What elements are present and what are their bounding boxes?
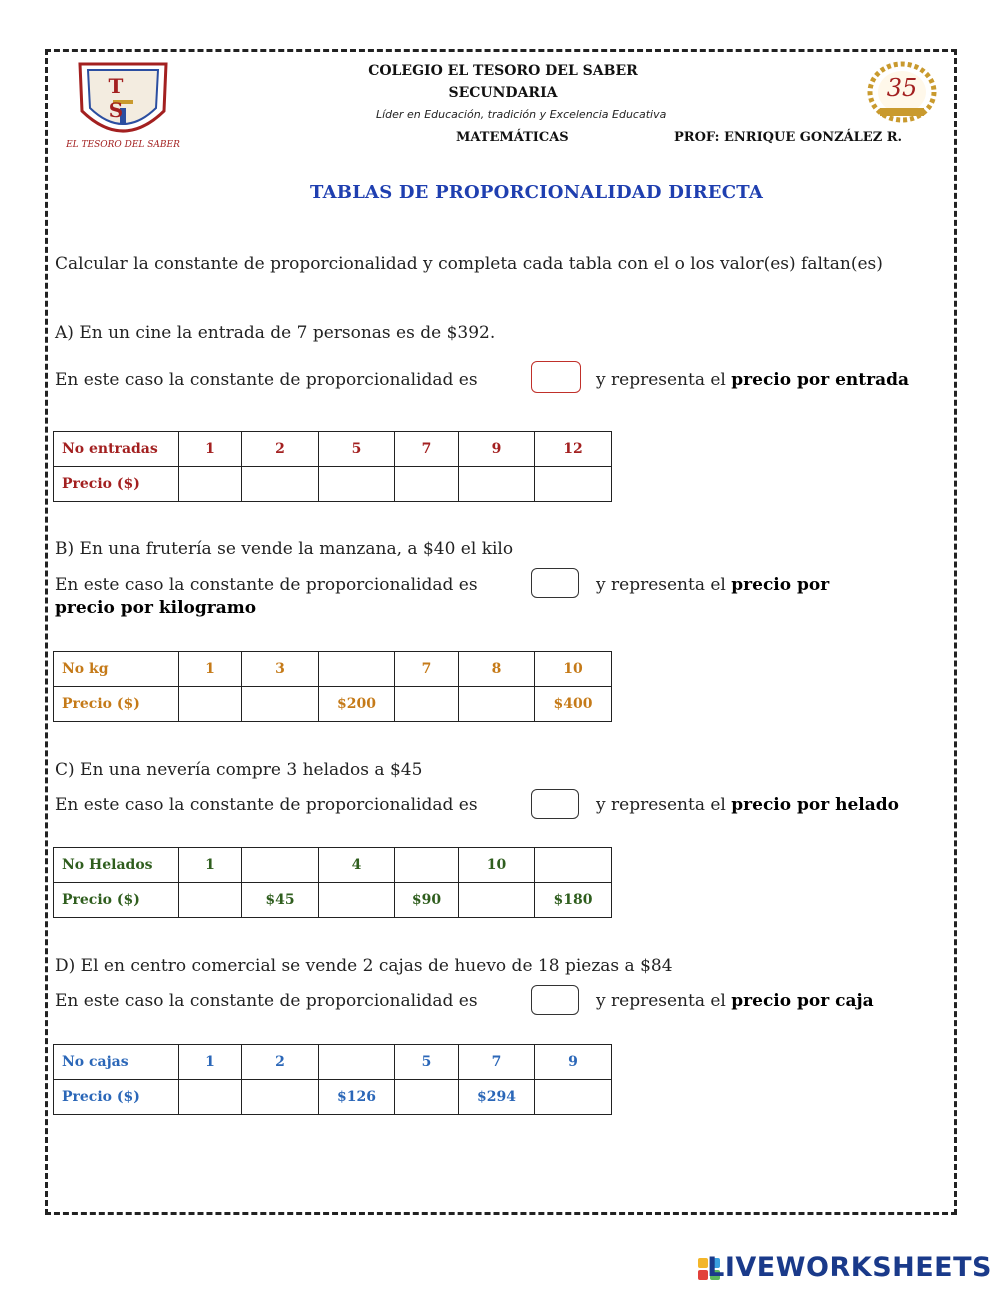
problem-d-constant-input[interactable] bbox=[531, 985, 579, 1015]
answer-cell[interactable] bbox=[179, 687, 242, 722]
problem-c-represents: y representa el precio por helado bbox=[596, 795, 899, 815]
table-cell: $45 bbox=[242, 883, 319, 918]
problem-b-represents-prefix: y representa el precio por bbox=[596, 575, 830, 595]
problem-d-represents: y representa el precio por caja bbox=[596, 991, 874, 1011]
table-cell: No kg bbox=[54, 652, 179, 687]
table-row bbox=[54, 1045, 612, 1080]
problem-b-represents: precio por kilogramo bbox=[55, 598, 257, 618]
table-row bbox=[54, 883, 612, 918]
table-cell: Precio ($) bbox=[54, 1080, 179, 1115]
answer-cell[interactable] bbox=[535, 848, 612, 883]
answer-cell[interactable] bbox=[242, 848, 319, 883]
table-cell: 7 bbox=[459, 1045, 535, 1080]
table-row bbox=[54, 687, 612, 722]
table-row bbox=[54, 432, 612, 467]
table-cell: $180 bbox=[535, 883, 612, 918]
answer-cell[interactable] bbox=[459, 467, 535, 502]
answer-cell[interactable] bbox=[459, 883, 535, 918]
table-cell: 10 bbox=[535, 652, 612, 687]
answer-cell[interactable] bbox=[319, 1045, 395, 1080]
page-border bbox=[45, 49, 957, 1215]
logo-ring-text: EL TESORO DEL SABER bbox=[66, 140, 180, 150]
problem-c-constant-input[interactable] bbox=[531, 789, 579, 819]
problem-a-constant-input[interactable] bbox=[531, 361, 581, 393]
answer-cell[interactable] bbox=[242, 687, 319, 722]
table-cell: 5 bbox=[395, 1045, 459, 1080]
table-cell: 9 bbox=[459, 432, 535, 467]
table-row bbox=[54, 1080, 612, 1115]
table-cell: No cajas bbox=[54, 1045, 179, 1080]
answer-cell[interactable] bbox=[459, 687, 535, 722]
logo-initials: T S bbox=[108, 74, 138, 122]
answer-cell[interactable] bbox=[319, 883, 395, 918]
answer-cell[interactable] bbox=[179, 467, 242, 502]
table-cell: $200 bbox=[319, 687, 395, 722]
problem-a-constant-prefix: En este caso la constante de proporcionalidad es bbox=[55, 370, 478, 390]
table-cell: 2 bbox=[242, 1045, 319, 1080]
table-cell: No entradas bbox=[54, 432, 179, 467]
problem-c-constant-prefix: En este caso la constante de proporcionalidad es bbox=[55, 795, 478, 815]
answer-cell[interactable] bbox=[395, 1080, 459, 1115]
problem-d-constant-prefix: En este caso la constante de proporcionalidad es bbox=[55, 991, 478, 1011]
table-row bbox=[54, 467, 612, 502]
problem-d-statement: D) El en centro comercial se vende 2 cajas de huevo de 18 piezas a $84 bbox=[55, 956, 673, 976]
table-cell: 1 bbox=[179, 432, 242, 467]
table-cell: $294 bbox=[459, 1080, 535, 1115]
problem-b-constant-prefix: En este caso la constante de proporcionalidad es bbox=[55, 575, 478, 595]
table-cell: 1 bbox=[179, 652, 242, 687]
table-cell: Precio ($) bbox=[54, 883, 179, 918]
table-cell: $126 bbox=[319, 1080, 395, 1115]
table-cell: 3 bbox=[242, 652, 319, 687]
problem-c-statement: C) En una nevería compre 3 helados a $45 bbox=[55, 760, 423, 780]
table-cell: Precio ($) bbox=[54, 687, 179, 722]
table-cell: 8 bbox=[459, 652, 535, 687]
problem-a-statement: A) En un cine la entrada de 7 personas es de $392. bbox=[55, 323, 496, 343]
answer-cell[interactable] bbox=[395, 687, 459, 722]
school-slogan: Líder en Educación, tradición y Excelencia Educativa bbox=[376, 108, 667, 121]
answer-cell[interactable] bbox=[319, 652, 395, 687]
answer-cell[interactable] bbox=[535, 467, 612, 502]
answer-cell[interactable] bbox=[179, 883, 242, 918]
problem-b-constant-input[interactable] bbox=[531, 568, 579, 598]
table-cell: 12 bbox=[535, 432, 612, 467]
answer-cell[interactable] bbox=[179, 1080, 242, 1115]
table-cell: 5 bbox=[319, 432, 395, 467]
table-cell: 7 bbox=[395, 652, 459, 687]
table-cell: 10 bbox=[459, 848, 535, 883]
school-logo bbox=[58, 56, 188, 156]
answer-cell[interactable] bbox=[242, 1080, 319, 1115]
answer-cell[interactable] bbox=[535, 1080, 612, 1115]
problem-c-table bbox=[53, 847, 612, 918]
table-cell: 1 bbox=[179, 1045, 242, 1080]
answer-cell[interactable] bbox=[319, 467, 395, 502]
instructions: Calcular la constante de proporcionalidad y completa cada tabla con el o los valor(es) faltan(es) bbox=[55, 254, 883, 274]
table-cell: No Helados bbox=[54, 848, 179, 883]
table-cell: 9 bbox=[535, 1045, 612, 1080]
table-cell: 2 bbox=[242, 432, 319, 467]
table-cell: $400 bbox=[535, 687, 612, 722]
problem-d-table bbox=[53, 1044, 612, 1115]
school-level: SECUNDARIA bbox=[448, 85, 558, 101]
school-name: COLEGIO EL TESORO DEL SABER bbox=[368, 63, 638, 79]
problem-b-table bbox=[53, 651, 612, 722]
problem-a-represents: y representa el precio por entrada bbox=[596, 370, 910, 390]
table-row bbox=[54, 652, 612, 687]
table-row bbox=[54, 848, 612, 883]
teacher-label: PROF: ENRIQUE GONZÁLEZ R. bbox=[674, 130, 903, 145]
answer-cell[interactable] bbox=[395, 848, 459, 883]
table-cell: $90 bbox=[395, 883, 459, 918]
table-cell: 4 bbox=[319, 848, 395, 883]
answer-cell[interactable] bbox=[242, 467, 319, 502]
problem-a-table bbox=[53, 431, 612, 502]
liveworksheets-watermark[interactable]: LIVEWORKSHEETS bbox=[707, 1252, 992, 1283]
table-cell: Precio ($) bbox=[54, 467, 179, 502]
answer-cell[interactable] bbox=[395, 467, 459, 502]
problem-b-statement: B) En una frutería se vende la manzana, a $40 el kilo bbox=[55, 539, 514, 559]
anniversary-number: 35 bbox=[886, 74, 918, 102]
subject-label: MATEMÁTICAS bbox=[456, 130, 569, 145]
page-title: TABLAS DE PROPORCIONALIDAD DIRECTA bbox=[310, 182, 764, 203]
table-cell: 7 bbox=[395, 432, 459, 467]
table-cell: 1 bbox=[179, 848, 242, 883]
anniversary-logo bbox=[864, 58, 940, 124]
